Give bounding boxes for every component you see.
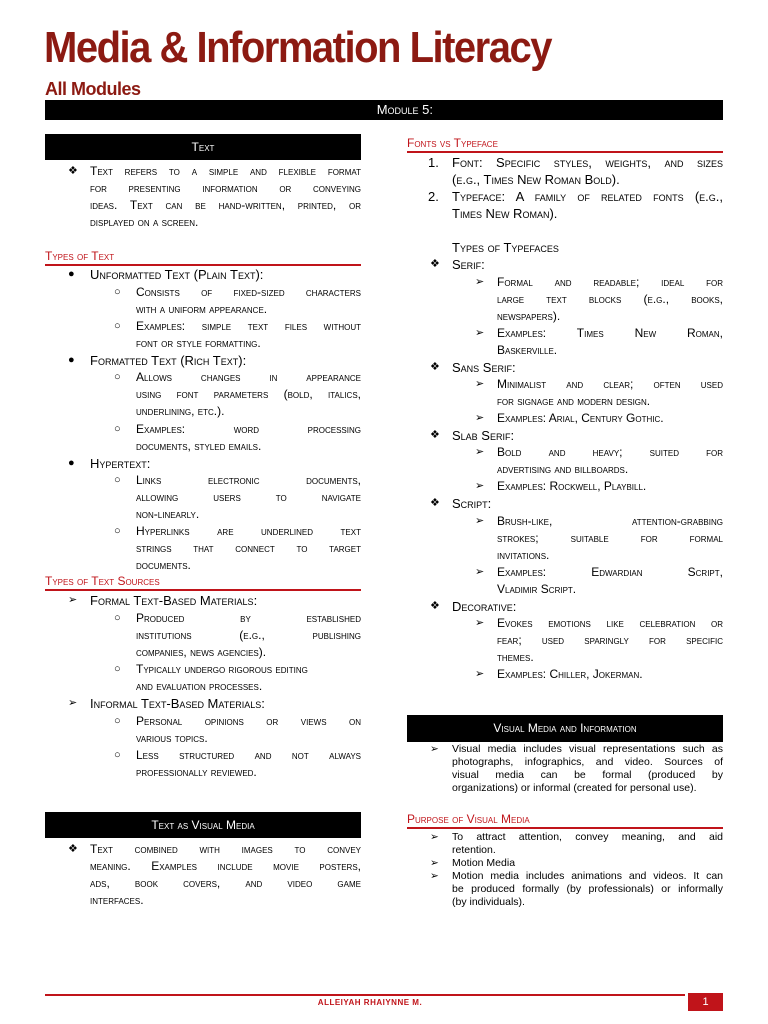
arrow-bullet-icon: ➢ (475, 617, 485, 629)
list-item: Examples: word processing (136, 422, 361, 436)
section-header-visual-media (407, 715, 723, 742)
text-line: (by individuals). (452, 896, 525, 908)
list-item: Examples: Times New Roman, (497, 326, 723, 340)
section-title: Types of Text Sources (45, 574, 160, 588)
subheading: Types of Typefaces (452, 240, 559, 255)
text-line: interfaces. (90, 893, 144, 907)
list-item: strokes; suitable for formal (497, 531, 723, 545)
arrow-bullet-icon: ➢ (475, 480, 485, 492)
circle-bullet-icon: ○ (114, 286, 121, 298)
diamond-bullet-icon: ❖ (68, 843, 78, 855)
list-item: Examples: Arial, Century Gothic. (497, 411, 664, 425)
circle-bullet-icon: ○ (114, 525, 121, 537)
list-item: Examples: Rockwell, Playbill. (497, 479, 647, 493)
text-line: Text combined with images to convey (90, 842, 361, 856)
section-title: Text (191, 140, 215, 154)
list-item: and evaluation processes. (136, 679, 263, 693)
arrow-bullet-icon: ➢ (430, 743, 439, 755)
list-item: companies, news agencies). (136, 645, 267, 659)
arrow-bullet-icon: ➢ (475, 515, 485, 527)
section-header-text (45, 134, 361, 160)
list-item: Hypertext: (90, 456, 151, 471)
list-item: using font parameters (bold, italics, (136, 387, 361, 401)
text-line: for presenting information or conveying (90, 181, 361, 195)
circle-bullet-icon: ○ (114, 474, 121, 486)
arrow-bullet-icon: ➢ (475, 378, 485, 390)
diamond-bullet-icon: ❖ (430, 497, 440, 509)
arrow-bullet-icon: ➢ (430, 831, 439, 843)
list-item: Evokes emotions like celebration or (497, 616, 723, 630)
text-line: organizations) or informal (created for personal use). (452, 782, 697, 794)
arrow-bullet-icon: ➢ (430, 870, 439, 882)
text-line: To attract attention, convey meaning, and aid (452, 831, 723, 843)
list-item: Bold and heavy; suited for (497, 445, 723, 459)
list-item: Produced by established (136, 611, 361, 625)
arrow-bullet-icon: ➢ (68, 594, 78, 606)
text-line: displayed on a screen. (90, 215, 199, 229)
text-line: visual media can be formal (produced by (452, 769, 723, 781)
diamond-bullet-icon: ❖ (430, 600, 440, 612)
list-item: Serif: (452, 257, 485, 272)
list-item: (e.g., Times New Roman Bold). (452, 172, 620, 187)
list-item: Examples: simple text files without (136, 319, 361, 333)
arrow-bullet-icon: ➢ (475, 327, 485, 339)
list-item: Examples: Chiller, Jokerman. (497, 667, 643, 681)
circle-bullet-icon: ○ (114, 423, 121, 435)
list-item: Formal Text-Based Materials: (90, 593, 258, 608)
section-title: Types of Text (45, 249, 115, 263)
list-item: Hyperlinks are underlined text (136, 524, 361, 538)
list-item: Examples: Edwardian Script, (497, 565, 723, 579)
section-title: Visual Media and Information (493, 721, 637, 735)
text-line: Motion Media (452, 857, 516, 869)
list-item: Vladimir Script. (497, 582, 577, 596)
arrow-bullet-icon: ➢ (475, 446, 485, 458)
list-item: Formal and readable; ideal for (497, 275, 723, 289)
list-item: institutions (e.g., publishing (136, 628, 361, 642)
diamond-bullet-icon: ❖ (430, 361, 440, 373)
list-item: large text blocks (e.g., books, (497, 292, 723, 306)
text-line: Text refers to a simple and flexible format (90, 164, 361, 178)
list-item: underlining, etc.). (136, 404, 225, 418)
arrow-bullet-icon: ➢ (475, 412, 485, 424)
list-item: Font: Specific styles, weights, and sizes (452, 155, 723, 170)
section-header-text-sources (45, 573, 361, 591)
list-item: Personal opinions or views on (136, 714, 361, 728)
list-item: themes. (497, 650, 534, 664)
text-line: Visual media includes visual representations such as (452, 743, 723, 755)
list-item: font or style formatting. (136, 336, 261, 350)
arrow-bullet-icon: ➢ (430, 857, 439, 869)
text-line: ideas. Text can be hand-written, printed, or (90, 198, 361, 212)
list-item: Consists of fixed-sized characters (136, 285, 361, 299)
page-number: 1 (688, 993, 723, 1011)
list-item: Formatted Text (Rich Text): (90, 353, 247, 368)
list-item: Informal Text-Based Materials: (90, 696, 265, 711)
text-line: be produced formally (by professionals) or informally (452, 883, 723, 895)
section-header-purpose (407, 811, 723, 829)
list-item: Minimalist and clear; often used (497, 377, 723, 391)
list-item: Decorative: (452, 599, 517, 614)
dot-bullet-icon: ● (68, 457, 75, 469)
text-line: Motion media includes animations and videos. It can (452, 870, 723, 882)
list-item: allowing users to navigate (136, 490, 361, 504)
list-item: Links electronic documents, (136, 473, 361, 487)
diamond-bullet-icon: ❖ (68, 165, 78, 177)
dot-bullet-icon: ● (68, 268, 75, 280)
section-header-fonts-vs-typeface (407, 135, 723, 153)
list-item: newspapers). (497, 309, 561, 323)
list-item: Script: (452, 496, 492, 511)
text-line: ads, book covers, and video game (90, 876, 361, 890)
arrow-bullet-icon: ➢ (475, 566, 485, 578)
list-item: Less structured and not always (136, 748, 361, 762)
list-item: Slab Serif: (452, 428, 515, 443)
list-item: Sans Serif: (452, 360, 516, 375)
section-title: Purpose of Visual Media (407, 812, 530, 826)
list-item: Allows changes in appearance (136, 370, 361, 384)
circle-bullet-icon: ○ (114, 612, 121, 624)
circle-bullet-icon: ○ (114, 371, 121, 383)
list-item: professionally reviewed. (136, 765, 257, 779)
circle-bullet-icon: ○ (114, 320, 121, 332)
arrow-bullet-icon: ➢ (68, 697, 78, 709)
footer-author: ALLEIYAH RHAIYNNE M. (317, 998, 423, 1007)
list-item: invitations. (497, 548, 550, 562)
list-item: Times New Roman). (452, 206, 558, 221)
section-header-text-as-visual-media (45, 812, 361, 838)
list-item: Typeface: A family of related fonts (e.g., (452, 189, 723, 204)
list-item: Baskerville. (497, 343, 558, 357)
list-item: strings that connect to target (136, 541, 361, 555)
text-line: retention. (452, 844, 496, 856)
circle-bullet-icon: ○ (114, 749, 121, 761)
list-item: with a uniform appearance. (136, 302, 268, 316)
list-item: documents. (136, 558, 191, 572)
page-title: Media & Information Literacy (44, 24, 551, 72)
arrow-bullet-icon: ➢ (475, 276, 485, 288)
list-item: Unformatted Text (Plain Text): (90, 267, 264, 282)
arrow-bullet-icon: ➢ (475, 668, 485, 680)
diamond-bullet-icon: ❖ (430, 429, 440, 441)
section-header-types-of-text (45, 248, 361, 266)
list-number: 1. (428, 155, 439, 170)
list-item: documents, styled emails. (136, 439, 262, 453)
circle-bullet-icon: ○ (114, 715, 121, 727)
dot-bullet-icon: ● (68, 354, 75, 366)
list-item: for signage and modern design. (497, 394, 651, 408)
page-subtitle: All Modules (45, 79, 141, 99)
list-item: fear; used sparingly for specific (497, 633, 723, 647)
list-number: 2. (428, 189, 439, 204)
circle-bullet-icon: ○ (114, 663, 121, 675)
footer-rule (45, 994, 685, 996)
list-item: various topics. (136, 731, 208, 745)
list-item: Brush-like, attention-grabbing (497, 514, 723, 528)
module-bar (45, 100, 723, 120)
text-line: meaning. Examples include movie posters, (90, 859, 361, 873)
list-item: advertising and billboards. (497, 462, 629, 476)
section-title: Fonts vs Typeface (407, 136, 498, 150)
list-item: non-linearly. (136, 507, 200, 521)
list-item: Typically undergo rigorous editing (136, 662, 308, 676)
text-line: photographs, infographics, and video. Sources of (452, 756, 723, 768)
diamond-bullet-icon: ❖ (430, 258, 440, 270)
section-title: Text as Visual Media (151, 818, 255, 832)
module-label: Module 5: (376, 102, 433, 117)
